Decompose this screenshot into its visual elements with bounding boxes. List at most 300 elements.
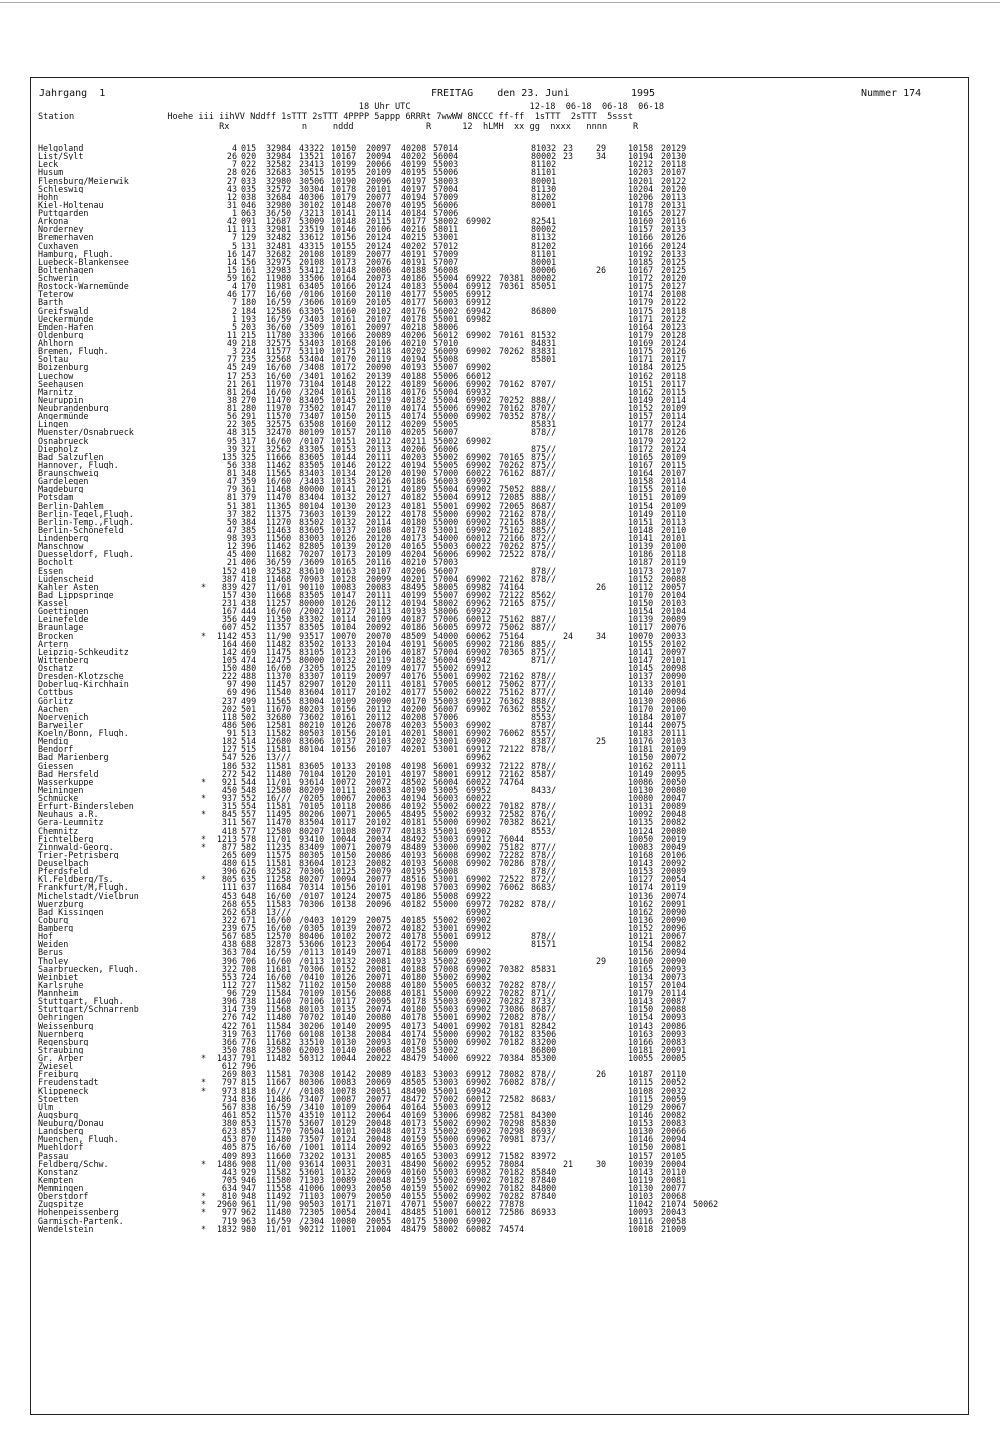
table-cell: 10150	[628, 1004, 654, 1015]
table-cell: 60012	[466, 679, 492, 690]
table-cell: 40178	[401, 313, 427, 324]
station-name: Bamberg	[38, 924, 74, 933]
table-cell: 57006	[433, 614, 459, 625]
table-cell: 55003	[433, 1101, 459, 1112]
station-name: Cuxhaven	[38, 241, 79, 250]
table-cell: /3509	[299, 321, 325, 332]
table-cell: 55002	[433, 663, 459, 673]
table-cell: 20109	[366, 167, 392, 178]
table-row	[31, 363, 968, 371]
table-cell: 55008	[433, 890, 459, 901]
table-cell: 20124	[366, 281, 392, 292]
table-cell: 382	[241, 508, 257, 519]
table-cell: 55001	[433, 931, 459, 942]
table-cell: 878//	[531, 1012, 557, 1023]
table-cell: 10153	[331, 443, 357, 454]
table-cell: 873//	[531, 1134, 557, 1145]
table-cell: 803	[241, 1069, 257, 1080]
table-cell: 878//	[531, 573, 557, 584]
table-cell: 55006	[433, 370, 459, 381]
table-cell: 20131	[661, 199, 687, 210]
table-cell: 55002	[433, 1126, 459, 1137]
table-cell: 72305	[299, 1207, 325, 1218]
station-height: 797	[221, 1077, 237, 1088]
table-cell: 11570	[266, 1118, 292, 1128]
table-cell: 469	[241, 646, 257, 657]
table-cell: 11540	[266, 687, 292, 698]
table-cell: 878//	[531, 931, 557, 942]
station-marker: *	[201, 833, 207, 844]
table-cell: 80104	[299, 500, 325, 511]
table-cell: 20080	[661, 784, 687, 795]
table-cell: 10177	[628, 419, 654, 430]
table-cell: 83831	[531, 346, 557, 357]
table-cell: 76362	[499, 695, 525, 706]
table-cell: 10157	[628, 979, 654, 990]
table-cell: 40193	[401, 858, 427, 868]
table-cell: 55004	[433, 281, 459, 292]
table-cell: 10150	[331, 979, 357, 990]
table-row	[31, 185, 968, 193]
table-cell: 40159	[401, 1174, 427, 1185]
table-cell: /0305	[299, 923, 325, 933]
table-cell: 32680	[266, 711, 292, 722]
table-cell: 438	[241, 598, 257, 608]
table-cell: 69902	[466, 329, 492, 340]
table-cell: 20077	[366, 1093, 392, 1104]
table-cell: 10160	[331, 289, 357, 300]
table-cell: 69912	[466, 492, 492, 503]
station-name: Regensburg	[38, 1037, 89, 1046]
table-cell: 11480	[266, 1012, 292, 1023]
table-cell: 10120	[331, 679, 357, 690]
table-cell: 20120	[366, 541, 392, 552]
table-cell: 40177	[401, 289, 427, 300]
table-cell: 32470	[266, 427, 292, 438]
table-cell: 20089	[366, 1069, 392, 1080]
table-cell: 69982	[466, 1109, 492, 1120]
table-cell: /3408	[299, 362, 325, 373]
table-cell: 10194	[628, 151, 654, 162]
table-cell: 40165	[401, 541, 427, 552]
table-cell: 40205	[401, 427, 427, 438]
table-cell: 69902	[466, 971, 492, 982]
table-cell: 32984	[266, 151, 292, 162]
table-cell: 10154	[628, 1012, 654, 1023]
table-cell: 815	[241, 1077, 257, 1088]
table-cell: 836	[241, 1093, 257, 1104]
table-cell: 20112	[366, 435, 392, 446]
table-cell: 20104	[661, 589, 687, 600]
table-cell: 40195	[401, 199, 427, 210]
table-cell: 10150	[331, 411, 357, 422]
table-cell: 729	[241, 988, 257, 998]
table-cell: 11565	[266, 468, 292, 478]
station-name: Zugspitze	[38, 1200, 84, 1209]
station-table	[31, 144, 968, 1233]
table-cell: 506	[241, 719, 257, 730]
table-cell: 48479	[401, 1053, 427, 1063]
table-cell: 55002	[433, 1174, 459, 1185]
table-cell: 20111	[366, 451, 392, 462]
table-cell: 55002	[433, 1191, 459, 1202]
table-cell: 11482	[266, 1053, 292, 1063]
table-cell: 80001	[531, 175, 557, 186]
station-name: Ahlhorn	[38, 339, 74, 348]
table-cell: 20083	[661, 1118, 687, 1128]
table-row	[31, 347, 968, 355]
table-cell: 40206	[401, 443, 427, 454]
station-name: Pferdsfeld	[38, 867, 89, 876]
table-row	[31, 859, 968, 867]
table-cell: 40208	[401, 711, 427, 722]
table-cell: 40169	[401, 1109, 427, 1120]
table-cell: 10174	[628, 882, 654, 893]
table-cell: 55005	[433, 459, 459, 470]
table-cell: 10171	[628, 354, 654, 365]
table-cell: 548	[241, 784, 257, 795]
table-cell: 40193	[401, 849, 427, 860]
table-cell: 20114	[366, 516, 392, 527]
table-cell: 60022	[466, 468, 492, 478]
table-cell: 56004	[433, 776, 459, 787]
station-name: Kempten	[38, 1175, 74, 1185]
table-cell: 60012	[466, 1207, 492, 1218]
station-height: 805	[221, 874, 237, 885]
station-name: Manschnow	[38, 542, 84, 551]
table-cell: 40180	[401, 979, 427, 990]
station-height: 150	[221, 663, 237, 673]
table-cell: 10124	[331, 890, 357, 901]
table-cell: 488	[241, 671, 257, 682]
table-cell: 929	[241, 1166, 257, 1177]
table-cell: 20116	[366, 557, 392, 568]
table-cell: 20113	[661, 516, 687, 527]
table-cell: 76062	[499, 728, 525, 738]
table-cell: 32682	[266, 248, 292, 259]
table-cell: 788	[241, 1044, 257, 1055]
table-cell: 56003	[433, 793, 459, 803]
table-cell: 727	[241, 979, 257, 990]
table-cell: 11480	[266, 1207, 292, 1218]
table-cell: 40186	[401, 890, 427, 901]
table-cell: 20110	[366, 289, 392, 300]
table-cell: 20104	[661, 606, 687, 617]
table-cell: 10162	[628, 370, 654, 381]
station-name: Stuttgart/Schnarrenb	[38, 1005, 139, 1014]
table-cell: 20101	[366, 768, 392, 779]
table-cell: 80207	[299, 874, 325, 885]
station-name: Frankfurt/M,Flugh.	[38, 883, 129, 892]
table-cell: 76362	[499, 703, 525, 714]
table-cell: 20107	[661, 565, 687, 576]
table-cell: 55007	[433, 1199, 459, 1210]
table-cell: 85300	[531, 1053, 557, 1063]
table-cell: 20114	[661, 394, 687, 405]
table-cell: 20084	[366, 1028, 392, 1039]
station-height: 268	[221, 898, 237, 909]
table-cell: 20112	[366, 711, 392, 722]
table-row	[31, 420, 968, 428]
column-headers	[31, 103, 968, 143]
table-cell: 878//	[531, 979, 557, 990]
table-row	[31, 282, 968, 290]
table-cell: 16/60	[266, 971, 292, 982]
station-name: Seehausen	[38, 379, 84, 388]
station-height: 322	[221, 963, 237, 974]
table-cell: 10146	[331, 459, 357, 470]
table-cell: 20072	[366, 776, 392, 787]
station-name: Lingen	[38, 420, 69, 429]
table-cell: 58002	[433, 1223, 459, 1234]
table-cell: 30102	[299, 199, 325, 210]
table-cell: 73502	[299, 403, 325, 413]
table-cell: 43322	[299, 143, 325, 153]
table-row	[31, 225, 968, 233]
table-cell: 53003	[433, 833, 459, 844]
table-cell: 40159	[401, 1134, 427, 1145]
table-cell: 69902	[466, 346, 492, 357]
table-cell: 40181	[401, 817, 427, 828]
table-cell: 685	[241, 931, 257, 942]
table-cell: 11682	[266, 549, 292, 560]
table-cell: 877//	[531, 679, 557, 690]
table-cell: 12475	[266, 654, 292, 665]
table-cell: 129	[241, 232, 257, 243]
station-name: Barth	[38, 298, 64, 307]
table-cell: 16///	[266, 793, 292, 803]
table-cell: 69902	[466, 882, 492, 893]
table-cell: 20034	[366, 833, 392, 844]
table-cell: 72162	[499, 508, 525, 519]
station-name: Hannover, Flugh.	[38, 460, 119, 470]
station-name: Neuburg/Donau	[38, 1119, 104, 1128]
table-cell: 33506	[299, 273, 325, 283]
table-cell: 10139	[331, 923, 357, 933]
table-cell: 8733/	[531, 996, 557, 1007]
table-row	[31, 558, 968, 566]
table-cell: 193	[241, 313, 257, 324]
station-height: 22	[226, 419, 237, 430]
table-cell: 449	[241, 614, 257, 625]
station-name: Muehldorf	[38, 1143, 84, 1152]
table-cell: 12570	[266, 931, 292, 942]
table-cell: 857	[241, 1126, 257, 1137]
table-cell: 77878	[499, 1199, 525, 1210]
table-cell: 20101	[661, 679, 687, 690]
table-cell: 40198	[401, 760, 427, 771]
table-cell: 40190	[401, 784, 427, 795]
table-cell: 70182	[499, 1166, 525, 1177]
table-cell: 20110	[661, 1166, 687, 1177]
station-name: Görlitz	[38, 696, 74, 705]
table-cell: 82842	[531, 1020, 557, 1031]
table-cell: 81532	[531, 329, 557, 340]
table-cell: 20124	[661, 338, 687, 348]
table-cell: 20067	[661, 931, 687, 942]
table-row	[31, 217, 968, 225]
table-cell: 10175	[628, 281, 654, 292]
table-cell: 40191	[401, 256, 427, 267]
station-name: Ueckermünde	[38, 314, 94, 323]
table-cell: 32873	[266, 939, 292, 950]
table-cell: 56008	[433, 849, 459, 860]
table-cell: 69912	[466, 297, 492, 308]
table-cell: 40194	[401, 191, 427, 202]
table-cell: 658	[241, 906, 257, 917]
table-cell: 10140	[331, 1044, 357, 1055]
station-height: 26	[226, 151, 237, 162]
table-cell: 34	[596, 630, 607, 641]
table-cell: 20048	[366, 1134, 392, 1145]
table-cell: 70314	[299, 882, 325, 893]
table-cell: 20123	[661, 321, 687, 332]
table-cell: 75162	[499, 687, 525, 698]
table-cell: 57004	[433, 646, 459, 657]
station-height: 239	[221, 923, 237, 933]
table-row	[31, 380, 968, 388]
table-cell: 70286	[499, 858, 525, 868]
table-row	[31, 437, 968, 445]
table-cell: 10135	[628, 817, 654, 828]
table-cell: 20072	[366, 923, 392, 933]
table-cell: 10148	[331, 264, 357, 275]
table-cell: 249	[241, 362, 257, 373]
table-cell: 20005	[661, 1053, 687, 1063]
table-cell: 11667	[266, 1077, 292, 1088]
table-cell: 16/59	[266, 947, 292, 958]
table-cell: 20077	[661, 1183, 687, 1193]
table-cell: 69902	[466, 996, 492, 1007]
table-cell: 20127	[366, 492, 392, 503]
table-cell: 11/01	[266, 833, 292, 844]
table-cell: 60022	[466, 541, 492, 552]
station-height: 91	[226, 728, 237, 738]
table-cell: 10130	[628, 695, 654, 706]
station-height: 48	[226, 427, 237, 438]
table-cell: 8553/	[531, 825, 557, 836]
table-cell: 69902	[466, 378, 492, 389]
station-name: Bocholt	[38, 558, 74, 567]
table-row	[31, 924, 968, 932]
table-cell: 53606	[299, 939, 325, 950]
table-cell: 742	[241, 1012, 257, 1023]
station-name: Husum	[38, 168, 64, 177]
table-cell: 70361	[499, 281, 525, 292]
table-cell: 776	[241, 1036, 257, 1047]
table-cell: 40188	[401, 947, 427, 958]
table-row	[31, 932, 968, 940]
table-cell: 20105	[366, 297, 392, 308]
station-name: Coburg	[38, 915, 69, 925]
table-cell: 69902	[466, 573, 492, 584]
table-cell: 10155	[628, 484, 654, 495]
table-cell: 36/60	[266, 321, 292, 332]
table-cell: 69902	[466, 524, 492, 535]
table-cell: 10167	[628, 264, 654, 275]
table-cell: 20112	[366, 598, 392, 608]
table-cell: 11666	[266, 451, 292, 462]
station-name: Osnabrueck	[38, 436, 89, 445]
table-cell: 20126	[661, 346, 687, 357]
table-cell: 480	[241, 663, 257, 673]
table-cell: 20124	[661, 240, 687, 251]
table-cell: 55003	[433, 719, 459, 730]
table-cell: 20106	[366, 646, 392, 657]
table-cell: 739	[241, 1004, 257, 1015]
table-cell: /2304	[299, 1215, 325, 1226]
table-cell: 20095	[366, 996, 392, 1007]
table-cell: 305	[241, 419, 257, 430]
table-cell: 40173	[401, 1020, 427, 1031]
table-cell: 11/01	[266, 776, 292, 787]
table-cell: 55008	[433, 354, 459, 365]
table-cell: /0403	[299, 914, 325, 925]
table-cell: 177	[241, 289, 257, 300]
table-cell: 73202	[299, 1150, 325, 1161]
table-cell: 10149	[331, 947, 357, 958]
table-cell: 53003	[433, 1150, 459, 1161]
table-cell: 69952	[466, 1158, 492, 1169]
table-cell: 69962	[466, 1134, 492, 1145]
table-cell: 72586	[499, 1207, 525, 1218]
table-cell: 20072	[661, 752, 687, 763]
table-cell: 80406	[299, 931, 325, 942]
table-cell: 761	[241, 1020, 257, 1031]
table-cell: 10137	[331, 736, 357, 747]
table-cell: 10169	[628, 338, 654, 348]
station-height: 31	[226, 199, 237, 210]
table-cell: 10189	[331, 248, 357, 259]
table-cell: 11001	[331, 1223, 357, 1234]
station-height: 418	[221, 825, 237, 836]
table-cell: 72186	[499, 638, 525, 649]
table-cell: 878//	[531, 760, 557, 771]
station-height: 27	[226, 175, 237, 186]
table-cell: 20079	[366, 866, 392, 877]
table-cell: 55001	[433, 313, 459, 324]
station-height: 396	[221, 955, 237, 966]
table-cell: 10164	[331, 273, 357, 283]
table-cell: 40215	[401, 232, 427, 243]
table-cell: 40194	[401, 598, 427, 608]
table-cell: 84800	[531, 1183, 557, 1193]
table-cell: 11492	[266, 1191, 292, 1202]
table-cell: 453	[241, 630, 257, 641]
table-cell: 40181	[401, 679, 427, 690]
table-cell: 71102	[299, 979, 325, 990]
table-cell: 56009	[433, 947, 459, 958]
table-cell: 80001	[531, 199, 557, 210]
table-cell: 76162	[499, 468, 525, 478]
table-cell: 10126	[331, 598, 357, 608]
table-cell: 708	[241, 963, 257, 974]
table-row	[31, 250, 968, 258]
table-cell: 70181	[499, 1020, 525, 1031]
table-cell: 161	[241, 264, 257, 275]
table-cell: 53110	[299, 346, 325, 357]
table-cell: 10150	[331, 143, 357, 153]
table-cell: 56009	[433, 346, 459, 357]
station-name: Zinnwald-Georg.	[38, 842, 114, 851]
table-cell: 10176	[628, 736, 654, 747]
table-cell: 20078	[366, 719, 392, 730]
station-height: 269	[221, 1069, 237, 1080]
table-cell: 875//	[531, 541, 557, 552]
station-height: 16	[226, 248, 237, 259]
table-cell: 69902	[466, 500, 492, 511]
table-cell: 888//	[531, 484, 557, 495]
